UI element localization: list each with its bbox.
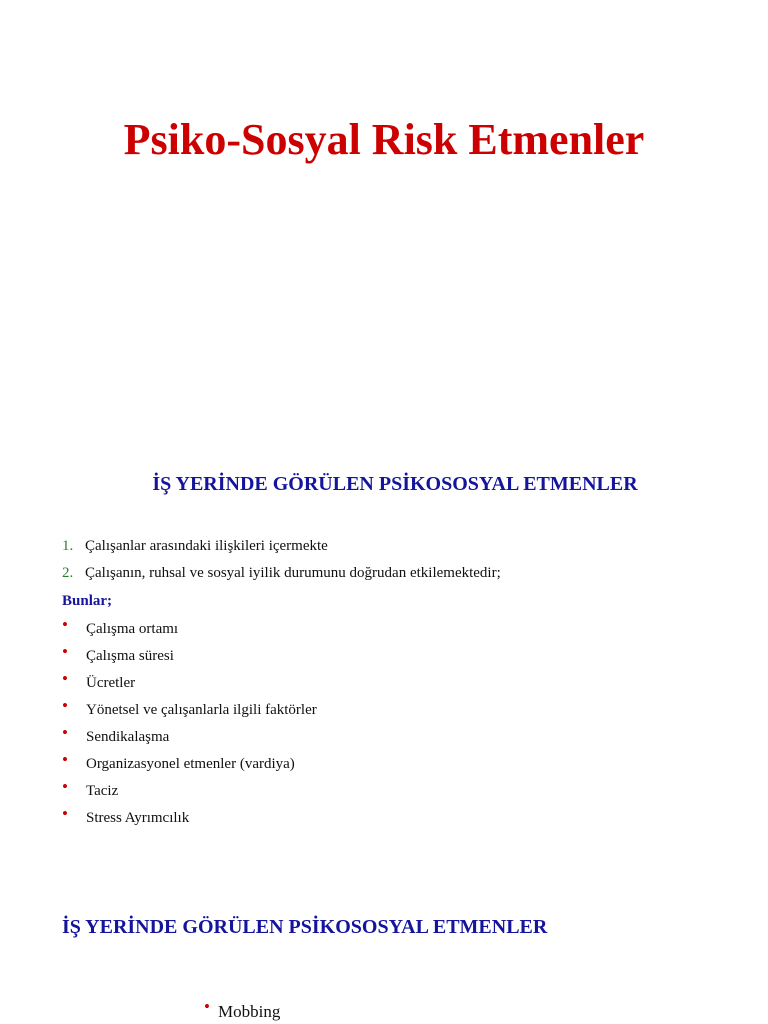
numbered-list	[62, 533, 501, 587]
list-item	[62, 695, 317, 722]
bullet-list	[62, 614, 317, 830]
item-number: 2.	[62, 565, 74, 581]
list-item	[62, 668, 317, 695]
bullet-icon: •	[62, 750, 68, 769]
list-item-text: Mobbing	[218, 1002, 281, 1021]
list-item-text: Yönetsel ve çalışanlarla ilgili faktörler	[86, 702, 317, 718]
section-heading: İŞ YERİNDE GÖRÜLEN PSİKOSOSYAL ETMENLER	[152, 473, 638, 495]
item-text: Çalışanın, ruhsal ve sosyal iyilik durumunu doğrudan etkilemektedir;	[85, 565, 501, 581]
list-item-text: Çalışma ortamı	[86, 621, 179, 637]
list-item	[62, 803, 317, 830]
bullet-icon: •	[62, 804, 68, 823]
list-item-text: Organizasyonel etmenler (vardiya)	[86, 756, 295, 772]
bullet-icon: •	[62, 642, 68, 661]
list-item	[62, 614, 317, 641]
bullet-icon: •	[204, 997, 210, 1016]
list-item	[62, 776, 317, 803]
list-item-text: Sendikalaşma	[86, 729, 170, 745]
list-item-text: Ücretler	[86, 675, 136, 691]
list-item	[62, 722, 317, 749]
bullet-icon: •	[62, 669, 68, 688]
numbered-item	[62, 533, 501, 560]
list-subheading: Bunlar;	[62, 593, 113, 609]
bullet-icon: •	[62, 615, 68, 634]
item-text: Çalışanlar arasındaki ilişkileri içermekte	[85, 538, 328, 554]
list-item-text: Taciz	[86, 783, 119, 799]
page-title: Psiko-Sosyal Risk Etmenler	[123, 115, 645, 164]
list-item	[204, 997, 281, 1024]
bullet-icon: •	[62, 723, 68, 742]
numbered-item	[62, 560, 501, 587]
list-item	[62, 641, 317, 668]
bullet-icon: •	[62, 777, 68, 796]
item-number: 1.	[62, 538, 74, 554]
section-heading: İŞ YERİNDE GÖRÜLEN PSİKOSOSYAL ETMENLER	[62, 916, 548, 938]
list-item-text: Stress Ayrımcılık	[86, 810, 190, 826]
list-item	[62, 749, 317, 776]
list-item-text: Çalışma süresi	[86, 648, 174, 664]
bullet-icon: •	[62, 696, 68, 715]
